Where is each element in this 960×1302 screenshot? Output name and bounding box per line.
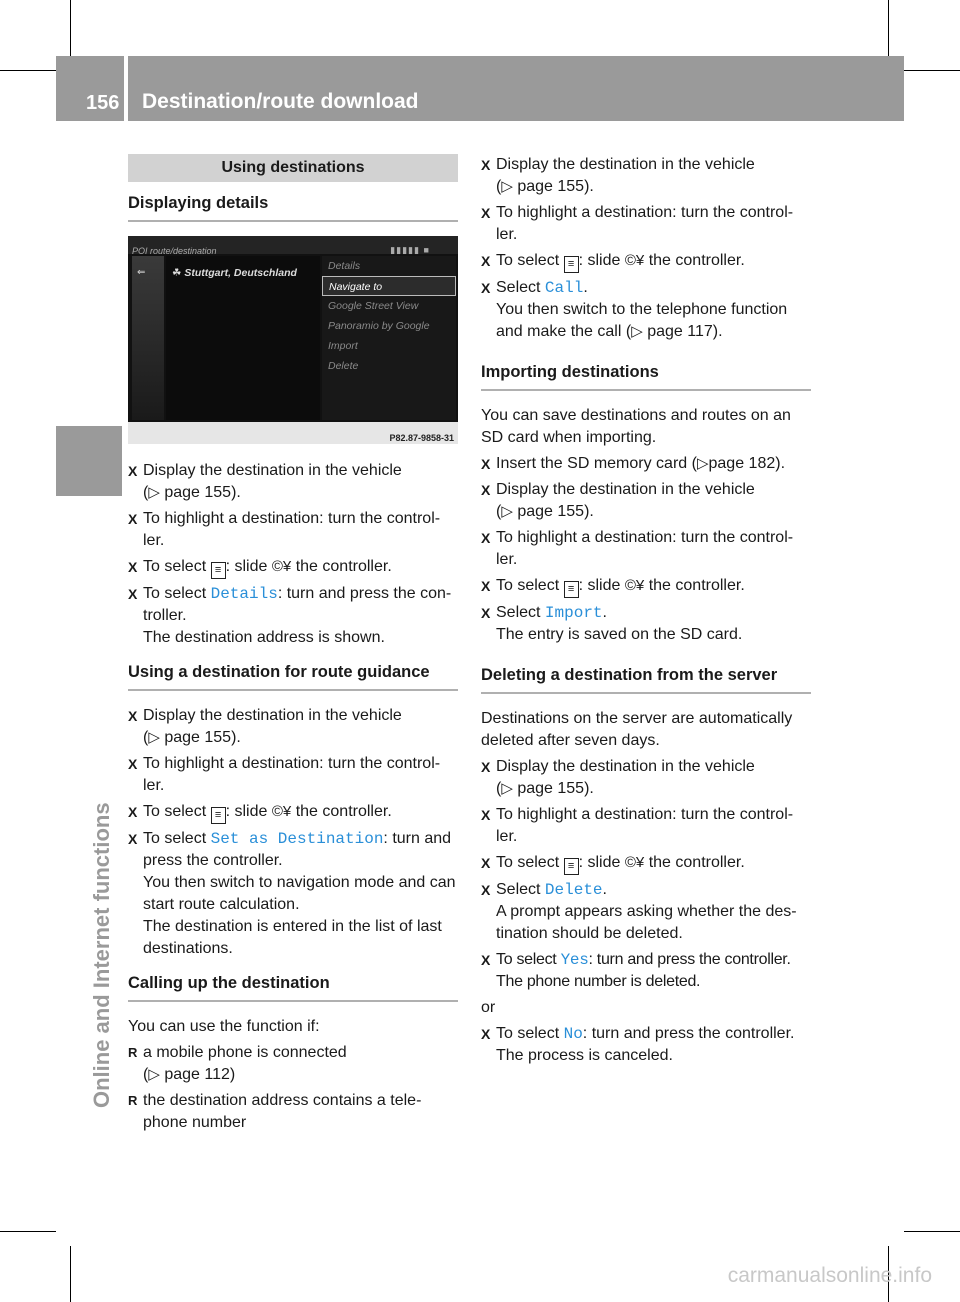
step-text: Display the destination in the vehicle: [496, 481, 755, 498]
step-text: To highlight a destination: turn the control-ler.: [496, 529, 794, 568]
step-text: Select: [496, 881, 541, 898]
instruction-step: [481, 202, 811, 246]
step-text: : slide: [225, 803, 268, 820]
arrow-icon: X: [128, 586, 138, 602]
arrow-icon: X: [481, 253, 491, 269]
crop-mark: [70, 1246, 71, 1302]
arrow-icon: X: [128, 831, 138, 847]
instruction-step: [481, 250, 811, 273]
menu-item-import: Import: [328, 340, 358, 352]
step-result: The destination is entered in the list of last destinations.: [143, 918, 442, 957]
menu-item-navigate: Navigate to: [322, 276, 456, 296]
arrow-icon: X: [481, 578, 491, 594]
step-text: : slide: [578, 577, 621, 594]
instruction-step: [128, 556, 458, 579]
arrow-icon: X: [481, 605, 491, 621]
page-header: [56, 56, 904, 121]
screen-illustration: [128, 236, 458, 444]
section-heading: Displaying details: [128, 192, 458, 222]
screen-main-panel: [166, 256, 320, 420]
step-text: To select: [496, 1025, 560, 1042]
page-ref: page 155).: [517, 503, 594, 520]
step-text: Display the destination in the vehicle: [496, 758, 755, 775]
instruction-step: [128, 828, 458, 960]
instruction-step: [481, 949, 811, 993]
step-text: : slide: [225, 558, 268, 575]
menu-code: Import: [544, 604, 603, 622]
step-text: To select: [143, 830, 207, 847]
arrow-icon: X: [481, 482, 491, 498]
watermark: carmanualsonline.info: [727, 1264, 932, 1287]
bullet-item: R a mobile phone is connected (▷ page 112): [128, 1044, 347, 1083]
menu-box-icon: ≡: [564, 581, 579, 598]
or-text: or: [481, 999, 496, 1016]
arrow-icon: X: [481, 882, 491, 898]
step-text: the controller.: [295, 558, 392, 575]
controller-icon: ©¥: [624, 854, 645, 871]
section-heading: Calling up the destination: [128, 972, 458, 1002]
arrow-icon: X: [481, 1026, 491, 1042]
menu-item-details: Details: [328, 260, 361, 272]
arrow-icon: X: [128, 708, 138, 724]
instruction-step: [481, 1023, 811, 1067]
step-text: Insert the SD memory card (: [496, 455, 697, 472]
arrow-icon: X: [481, 157, 491, 173]
menu-code: Set as Destination: [210, 830, 384, 848]
page-title: Destination/route download: [142, 90, 419, 113]
crop-mark: [70, 0, 71, 56]
step-text: the controller.: [648, 577, 745, 594]
step-result: You then switch to the telephone function and make the call (: [496, 301, 788, 340]
step-text: To select: [496, 577, 560, 594]
paragraph: Destinations on the server are automatically deleted after seven days.: [481, 710, 793, 749]
crop-mark: [0, 70, 56, 71]
step-text: Select: [496, 604, 541, 621]
menu-code: Delete: [544, 881, 603, 899]
step-text: To highlight a destination: turn the control-ler.: [496, 204, 794, 243]
step-result: A prompt appears asking whether the des-tination should be deleted.: [496, 903, 797, 942]
instruction-step: X Display the destination in the vehicle (▷ page 155).: [481, 758, 755, 797]
screen-menu: [322, 256, 456, 420]
chapter-label: Online and Internet functions: [89, 802, 114, 1108]
step-result: The destination address is shown.: [143, 629, 385, 646]
controller-icon: ©¥: [271, 558, 292, 575]
menu-code: No: [563, 1025, 583, 1043]
screen-title: POI route/destination: [132, 246, 217, 256]
arrow-icon: X: [481, 280, 491, 296]
step-text: : slide: [578, 854, 621, 871]
page-ref: page 155).: [517, 780, 594, 797]
section-heading: Deleting a destination from the server: [481, 664, 811, 694]
menu-box-icon: ≡: [564, 858, 579, 875]
page-ref: page 155).: [164, 729, 241, 746]
header-separator: [124, 56, 128, 121]
menu-item-street-view: Google Street View: [328, 300, 419, 312]
page-ref-icon: ▷: [631, 323, 643, 340]
arrow-icon: X: [128, 756, 138, 772]
back-icon: ⇐: [137, 267, 146, 278]
screen-address: ☘ Stuttgart, Deutschland: [172, 267, 297, 279]
arrow-icon: X: [481, 855, 491, 871]
page-ref-icon: ▷: [148, 484, 160, 501]
menu-code: Details: [210, 585, 278, 603]
page-ref: page 182).: [708, 455, 786, 472]
step-text: To highlight a destination: turn the control-ler.: [496, 806, 794, 845]
step-text: To select: [143, 558, 207, 575]
arrow-icon: X: [481, 530, 491, 546]
menu-code: Call: [544, 279, 584, 297]
arrow-icon: X: [128, 511, 138, 527]
controller-icon: ©¥: [624, 252, 645, 269]
screen-topbar: [128, 236, 458, 254]
step-result: The process is canceled.: [496, 1047, 673, 1064]
left-column: [128, 154, 458, 1138]
page-ref-icon: ▷: [501, 178, 513, 195]
instruction-step: [481, 453, 811, 475]
instruction-step: [128, 801, 458, 824]
step-text: To highlight a destination: turn the control-ler.: [143, 510, 441, 549]
page-ref: page 112): [164, 1066, 236, 1083]
step-text: To select: [496, 252, 560, 269]
section-heading: Importing destinations: [481, 361, 811, 391]
page-ref-icon: ▷: [501, 780, 513, 797]
arrow-icon: X: [481, 807, 491, 823]
instruction-step: [481, 804, 811, 848]
arrow-icon: X: [128, 559, 138, 575]
arrow-icon: X: [128, 804, 138, 820]
menu-item-panoramio: Panoramio by Google: [328, 320, 430, 332]
step-text: Display the destination in the vehicle: [496, 156, 755, 173]
paragraph: You can use the function if:: [128, 1018, 320, 1035]
step-result: You then switch to navigation mode and can start route calculation.: [143, 874, 456, 913]
crop-mark: [0, 1231, 56, 1232]
controller-icon: ©¥: [624, 577, 645, 594]
page-ref: page 117).: [647, 323, 723, 340]
right-column: [481, 154, 811, 1071]
bullet-icon: R: [128, 1093, 138, 1108]
instruction-step: X Display the destination in the vehicle (▷ page 155).: [481, 156, 755, 195]
page-number: 156: [86, 92, 120, 114]
instruction-step: X Display the destination in the vehicle (▷ page 155).: [128, 707, 402, 746]
step-text: : turn and press the controller.: [582, 1025, 795, 1042]
step-text: To select: [143, 585, 207, 602]
page-ref-icon: ▷: [148, 1066, 160, 1083]
arrow-icon: X: [481, 952, 491, 968]
arrow-icon: X: [481, 456, 491, 472]
step-text: Display the destination in the vehicle: [143, 462, 402, 479]
step-text: Select: [496, 279, 541, 296]
step-result: The phone number is deleted.: [496, 973, 701, 990]
menu-box-icon: ≡: [211, 562, 226, 579]
instruction-step: [481, 527, 811, 571]
step-text: the controller.: [648, 854, 745, 871]
instruction-step: X Select Delete. A prompt appears asking whether the des-tination should be deleted.: [481, 881, 797, 942]
instruction-step: [481, 852, 811, 875]
page-ref: page 155).: [517, 178, 594, 195]
arrow-icon: X: [128, 463, 138, 479]
instruction-step: [128, 508, 458, 552]
screen-side-panel: [132, 256, 164, 420]
step-text: To select: [143, 803, 207, 820]
step-text: : turn and press the controller.: [143, 830, 452, 869]
section-band: Using destinations: [128, 154, 458, 182]
step-text: the controller.: [648, 252, 745, 269]
menu-code: Yes: [560, 951, 589, 969]
bullet-text: a mobile phone is connected: [143, 1044, 347, 1061]
menu-box-icon: ≡: [564, 256, 579, 273]
controller-icon: ©¥: [271, 803, 292, 820]
instruction-step: [128, 583, 458, 649]
menu-item-delete: Delete: [328, 360, 359, 372]
step-text: : turn and press the con-troller.: [143, 585, 452, 624]
section-heading: Using a destination for route guidance: [128, 661, 458, 691]
crop-mark: [888, 0, 889, 56]
step-text: To select: [496, 951, 557, 968]
page-ref: page 155).: [164, 484, 241, 501]
bullet-icon: R: [128, 1045, 138, 1060]
step-result: The entry is saved on the SD card.: [496, 626, 743, 643]
chapter-tab: [56, 426, 122, 496]
page-ref-icon: ▷: [696, 455, 709, 472]
signal-icon: ▮▮▮▮▮ ■: [390, 245, 430, 255]
instruction-step: X Display the destination in the vehicle (▷ page 155).: [128, 462, 402, 501]
step-text: the controller.: [295, 803, 392, 820]
instruction-step: [128, 753, 458, 797]
arrow-icon: X: [481, 759, 491, 775]
step-text: : turn and press the controller.: [588, 951, 791, 968]
instruction-step: X Select Call. You then switch to the telephone function and make the call (▷ page 117).: [481, 279, 788, 340]
bullet-text: the destination address contains a tele-phone number: [143, 1092, 422, 1131]
arrow-icon: X: [481, 205, 491, 221]
page-ref-icon: ▷: [148, 729, 160, 746]
crop-mark: [904, 1231, 960, 1232]
step-text: To select: [496, 854, 560, 871]
instruction-step: [481, 575, 811, 598]
bullet-item: [128, 1090, 458, 1134]
instruction-step: X Select Import. The entry is saved on the SD card.: [481, 604, 743, 643]
screen-footer: [128, 422, 458, 444]
instruction-step: X Display the destination in the vehicle (▷ page 155).: [481, 481, 755, 520]
step-text: Display the destination in the vehicle: [143, 707, 402, 724]
crop-mark: [904, 70, 960, 71]
menu-box-icon: ≡: [211, 807, 226, 824]
step-text: To highlight a destination: turn the control-ler.: [143, 755, 441, 794]
image-code: P82.87-9858-31: [389, 433, 454, 443]
paragraph: You can save destinations and routes on an SD card when importing.: [481, 407, 791, 446]
step-text: : slide: [578, 252, 621, 269]
page-ref-icon: ▷: [501, 503, 513, 520]
